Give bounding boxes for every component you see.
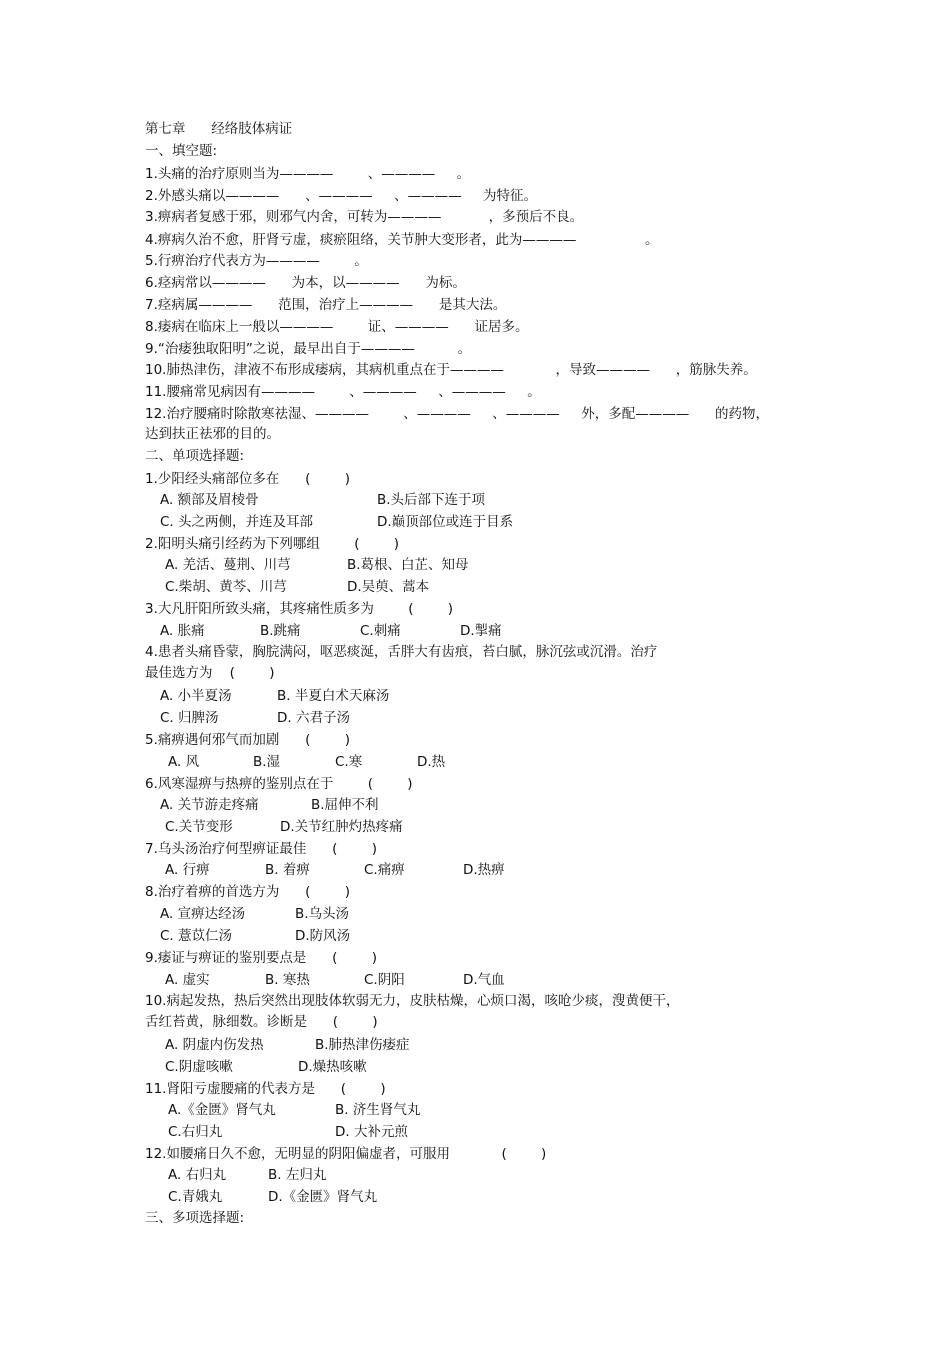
option-a: A. 虚实 bbox=[165, 972, 210, 988]
option-a: A. 额部及眉棱骨 bbox=[160, 492, 259, 508]
fill-blank-item: 3.痹病者复感于邪，则邪气内舍，可转为———— ，多预后不良。 bbox=[145, 209, 584, 225]
section-heading-multiple-choice: 三、多项选择题: bbox=[145, 1210, 245, 1226]
section-heading-single-choice: 二、单项选择题: bbox=[145, 448, 245, 464]
fill-blank-item: 1.头痛的治疗原则当为———— 、———— 。 bbox=[145, 166, 471, 182]
option-c: C.右归丸 bbox=[168, 1124, 223, 1140]
option-b: B.跳痛 bbox=[260, 623, 301, 639]
option-b: B.乌头汤 bbox=[295, 906, 350, 922]
option-d: D.燥热咳嗽 bbox=[298, 1059, 367, 1075]
option-d: D.关节红肿灼热疼痛 bbox=[280, 819, 403, 835]
fill-blank-item: 2.外感头痛以———— 、———— 、———— 为特征。 bbox=[145, 188, 538, 204]
fill-blank-item: 6.痉病常以———— 为本，以———— 为标。 bbox=[145, 275, 466, 291]
question-stem: 3.大凡肝阳所致头痛，其疼痛性质多为 ( ) bbox=[145, 601, 454, 617]
fill-blank-item: 10.肺热津伤，津液不布形成痿病，其病机重点在于———— ，导致———— ，筋脉失养。 bbox=[145, 362, 757, 378]
option-b: B.头后部下连于项 bbox=[377, 492, 486, 508]
option-d: D.巅顶部位或连于目系 bbox=[377, 514, 514, 530]
option-c: C. 归脾汤 bbox=[160, 710, 219, 726]
option-c: C.阴阳 bbox=[364, 972, 405, 988]
question-stem: 1.少阳经头痛部位多在 ( ) bbox=[145, 471, 350, 487]
option-c: C. 薏苡仁汤 bbox=[160, 928, 233, 944]
option-a: A. 羌活、蔓荆、川芎 bbox=[165, 557, 291, 573]
option-d: D. 大补元煎 bbox=[335, 1124, 408, 1140]
question-stem: 9.痿证与痹证的鉴别要点是 ( ) bbox=[145, 950, 377, 966]
option-c: C.关节变形 bbox=[165, 819, 233, 835]
option-a: A. 小半夏汤 bbox=[160, 688, 232, 704]
option-b: B. 左归丸 bbox=[268, 1167, 327, 1183]
option-c: C.痛痹 bbox=[364, 862, 405, 878]
chapter-title: 第七章 经络肢体病证 bbox=[145, 121, 293, 137]
fill-blank-item: 11.腰痛常见病因有———— 、———— 、———— 。 bbox=[145, 384, 541, 400]
question-stem: 6.风寒湿痹与热痹的鉴别点在于 ( ) bbox=[145, 776, 413, 792]
option-b: B. 济生肾气丸 bbox=[335, 1102, 421, 1118]
option-c: C.青娥丸 bbox=[168, 1189, 223, 1205]
fill-blank-item: 5.行痹治疗代表方为———— 。 bbox=[145, 253, 368, 269]
option-a: A. 关节游走疼痛 bbox=[160, 797, 259, 813]
option-a: A. 宣痹达经汤 bbox=[160, 906, 246, 922]
section-heading-fill-blank: 一、填空题: bbox=[145, 143, 218, 159]
option-c: C.柴胡、黄芩、川芎 bbox=[165, 579, 287, 595]
option-d: D.防风汤 bbox=[295, 928, 351, 944]
question-stem: 8.治疗着痹的首选方为 ( ) bbox=[145, 884, 350, 900]
option-a: A. 风 bbox=[168, 754, 200, 770]
option-a: A. 右归丸 bbox=[168, 1167, 227, 1183]
question-stem-continuation: 最佳选方为 ( ) bbox=[145, 665, 275, 681]
option-c: C.刺痛 bbox=[360, 623, 401, 639]
option-a: A. 胀痛 bbox=[160, 623, 205, 639]
fill-blank-item-continuation: 达到扶正祛邪的目的。 bbox=[145, 426, 280, 442]
option-c: C.阴虚咳嗽 bbox=[165, 1059, 233, 1075]
option-b: B.葛根、白芷、知母 bbox=[347, 557, 469, 573]
fill-blank-item: 12.治疗腰痛时除散寒祛湿、———— 、———— 、———— 外，多配———— 的药物， bbox=[145, 406, 769, 422]
option-a: A. 行痹 bbox=[165, 862, 210, 878]
option-d: D.《金匮》肾气丸 bbox=[268, 1189, 378, 1205]
question-stem: 5.痛痹遇何邪气而加剧 ( ) bbox=[145, 732, 350, 748]
option-b: B. 寒热 bbox=[265, 972, 310, 988]
option-d: D.气血 bbox=[463, 972, 505, 988]
question-stem-continuation: 舌红苔黄，脉细数。诊断是 ( ) bbox=[145, 1014, 378, 1030]
option-b: B. 着痹 bbox=[265, 862, 310, 878]
option-b: B.湿 bbox=[253, 754, 281, 770]
option-a: A. 阴虚内伤发热 bbox=[165, 1037, 264, 1053]
option-a: A.《金匮》肾气丸 bbox=[168, 1102, 276, 1118]
option-b: B.肺热津伤痿症 bbox=[315, 1037, 410, 1053]
option-d: D. 六君子汤 bbox=[277, 710, 350, 726]
option-d: D.吴萸、蒿本 bbox=[347, 579, 430, 595]
option-b: B.屈伸不利 bbox=[311, 797, 379, 813]
option-d: D.热 bbox=[417, 754, 446, 770]
question-stem: 4.患者头痛昏蒙，胸脘满闷，呕恶痰涎，舌胖大有齿痕，苔白腻，脉沉弦或沉滑。治疗 bbox=[145, 644, 658, 660]
fill-blank-item: 8.痿病在临床上一般以———— 证、———— 证居多。 bbox=[145, 319, 529, 335]
question-stem: 12.如腰痛日久不愈，无明显的阴阳偏虚者，可服用 ( ) bbox=[145, 1146, 547, 1162]
option-d: D.热痹 bbox=[463, 862, 505, 878]
option-b: B. 半夏白术天麻汤 bbox=[277, 688, 390, 704]
fill-blank-item: 9.“治痿独取阳明”之说，最早出自于———— 。 bbox=[145, 341, 472, 357]
option-c: C. 头之两侧，并连及耳部 bbox=[160, 514, 314, 530]
option-c: C.寒 bbox=[335, 754, 363, 770]
question-stem: 2.阳明头痛引经药为下列哪组 ( ) bbox=[145, 536, 400, 552]
option-d: D.掣痛 bbox=[460, 623, 502, 639]
question-stem: 10.病起发热，热后突然出现肢体软弱无力，皮肤枯燥，心烦口渴，咳呛少痰，溲黄便干， bbox=[145, 993, 680, 1009]
fill-blank-item: 4.痹病久治不愈，肝肾亏虚，痰瘀阻络，关节肿大变形者，此为———— 。 bbox=[145, 232, 659, 248]
fill-blank-item: 7.痉病属———— 范围，治疗上———— 是其大法。 bbox=[145, 297, 507, 313]
question-stem: 7.乌头汤治疗何型痹证最佳 ( ) bbox=[145, 841, 377, 857]
question-stem: 11.肾阳亏虚腰痛的代表方是 ( ) bbox=[145, 1081, 386, 1097]
